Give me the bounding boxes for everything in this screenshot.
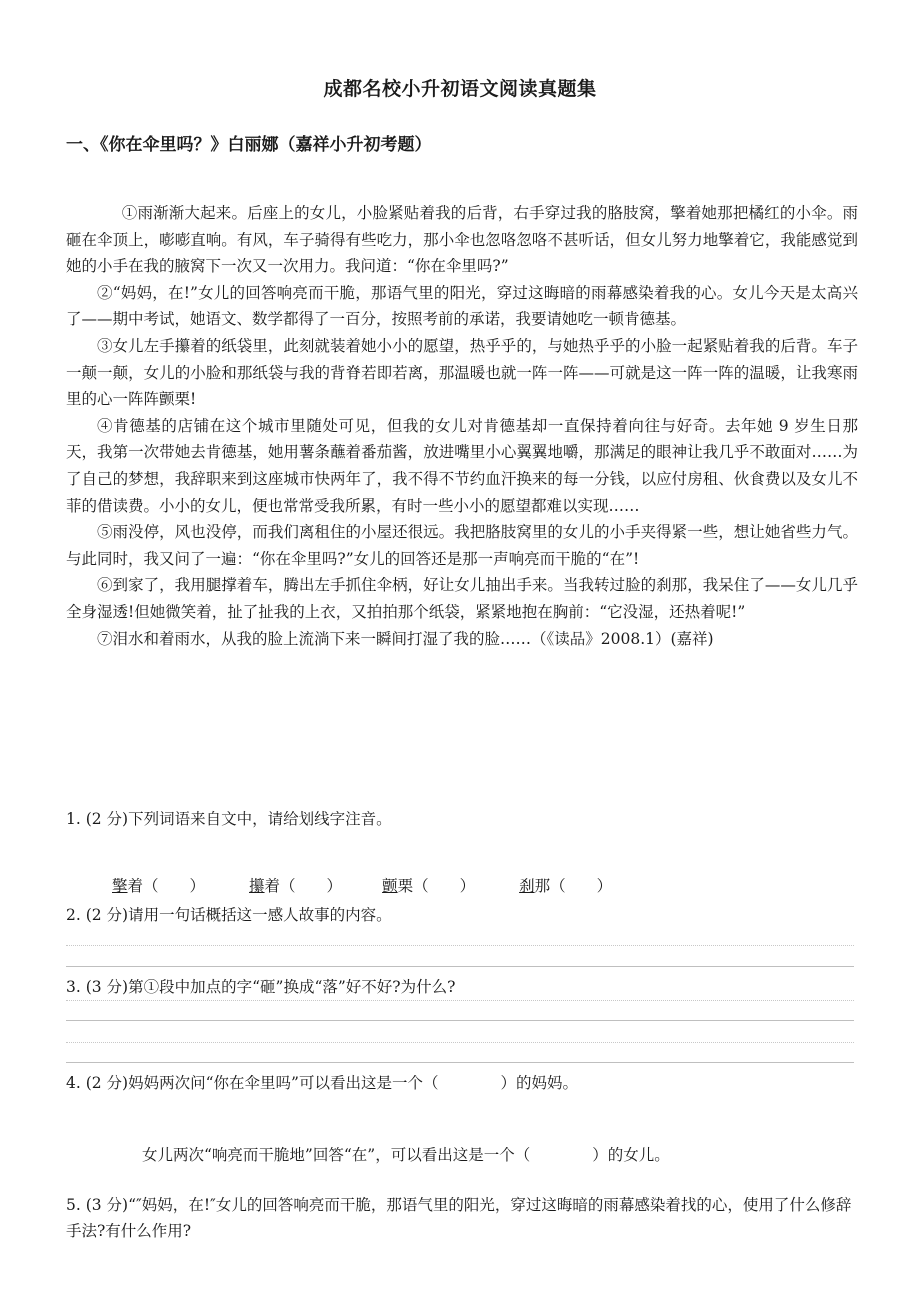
answer-line[interactable]: [66, 966, 854, 967]
vocab-item: [382, 874, 475, 896]
paragraph-5: ⑤雨没停，风也没停，而我们离租住的小屋还很远。我把胳肢窝里的女儿的小手夹得紧一些，想让她省些力气。与此同时，我又问了一遍：“你在伞里吗?”女儿的回答还是那一声响亮而干脆的“在”!: [66, 523, 858, 568]
question-4-part-2: 女儿两次“响亮而干脆地”回答“在”，可以看出这是一个（ ）的女儿。: [142, 1146, 670, 1164]
paragraph-3: ③女儿左手攥着的纸袋里，此刻就装着她小小的愿望，热乎乎的，与她热乎乎的小脸一起紧贴着我的后背。车子一颠一颠，女儿的小脸和那纸袋与我的背脊若即若离，那温暖也就一阵一阵——可就是这一阵一阵的温暖，让我寒雨里的心一阵阵颤栗!: [66, 336, 858, 409]
underlined-char: 攥: [249, 877, 265, 895]
vocab-list: [112, 874, 656, 896]
underlined-char: 擎: [112, 877, 128, 895]
answer-line-dotted[interactable]: [66, 1000, 854, 1001]
vocab-blank[interactable]: 栗（ ）: [397, 877, 476, 895]
paragraph-2: ②“妈妈，在!”女儿的回答响亮而干脆，那语气里的阳光，穿过这晦暗的雨幕感染着我的心。女儿今天是太高兴了——期中考试，她语文、数学都得了一百分，按照考前的承诺，我要请她吃一顿肯德基。: [66, 283, 858, 329]
answer-line-dotted[interactable]: [66, 945, 854, 946]
question-1: 1. (2 分)下列词语来自文中，请给划线字注音。: [66, 810, 392, 828]
question-4: 4. (2 分)妈妈两次问“你在伞里吗”可以看出这是一个（ ）的妈妈。: [66, 1074, 578, 1092]
vocab-item: [112, 874, 205, 896]
vocab-blank[interactable]: 那（ ）: [534, 877, 613, 895]
vocab-blank[interactable]: 着（ ）: [127, 877, 206, 895]
paragraph-1: ①雨渐渐大起来。后座上的女儿，小脸紧贴着我的后背，右手穿过我的胳肢窝，擎着她那把橘红的小伞。雨砸在伞顶上，嘭嘭直响。有风，车子骑得有些吃力，那小伞也忽咯忽咯不甚听话，但女儿努力地擎着它，我能感觉到她的小手在我的腋窝下一次又一次用力。我问道：“你在伞里吗?”: [66, 204, 858, 276]
paragraph-6: ⑥到家了，我用腿撑着车，腾出左手抓住伞柄，好让女儿抽出手来。当我转过脸的刹那，我呆住了——女儿几乎全身湿透!但她微笑着，扯了扯我的上衣，又拍拍那个纸袋，紧紧地抱在胸前：“它没湿，还热着呢!”: [66, 576, 858, 621]
vocab-blank[interactable]: 着（ ）: [264, 877, 343, 895]
page-title: 成都名校小升初语文阅读真题集: [323, 78, 597, 100]
section-heading: 一、《你在伞里吗？》白丽娜（嘉祥小升初考题）: [66, 135, 432, 155]
underlined-char: 刹: [519, 877, 535, 895]
question-3: 3. (3 分)第①段中加点的字“砸”换成“落”好不好?为什么?: [66, 978, 456, 996]
question-5: 5. (3 分)“″妈妈，在!″女儿的回答响亮而干脆，那语气里的阳光，穿过这晦暗的雨幕感染着找的心，使用了什么修辞手法?有什么作用?: [66, 1196, 852, 1240]
vocab-item: [519, 874, 612, 896]
question-2: 2. (2 分)请用一句话概括这一感人故事的内容。: [66, 906, 392, 924]
answer-line-dotted[interactable]: [66, 1042, 854, 1043]
paragraph-4: ④肯德基的店铺在这个城市里随处可见，但我的女儿对肯德基却一直保持着向往与好奇。去年她 9 岁生日那天，我第一次带她去肯德基，她用薯条蘸着番茄酱，放进嘴里小心翼翼地嚼，那满足的眼神让我几乎不敢面对……为了自己的梦想，我辞职来到这座城市快两年了，我不得不节约血汗换来的每一分钱，以应付房租、伙食费以及女儿不菲的借读费。小小的女儿，便也常常受我所累，有时一些小小的愿望都难以实现……: [66, 416, 858, 515]
reading-passage: [66, 200, 858, 652]
answer-line[interactable]: [66, 1062, 854, 1063]
underlined-char: 颤: [382, 877, 398, 895]
vocab-item: [249, 874, 342, 896]
answer-line[interactable]: [66, 1020, 854, 1021]
paragraph-7: ⑦泪水和着雨水，从我的脸上流淌下来一瞬间打湿了我的脸……（《读品》2008.1）(嘉祥): [97, 629, 714, 648]
